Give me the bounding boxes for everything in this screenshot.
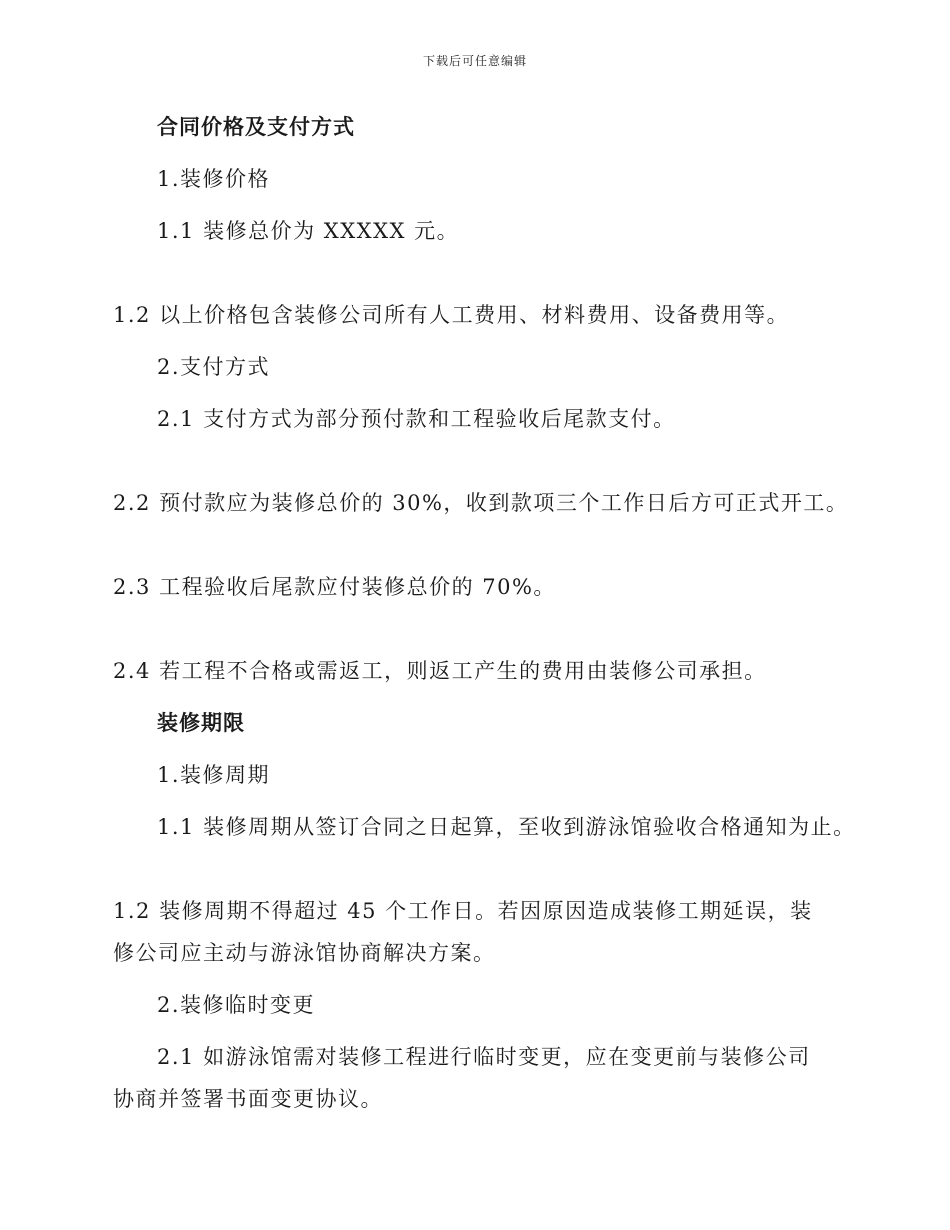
section-title-period: 装修期限	[157, 710, 245, 735]
clause-payment-2-1: 2.1 支付方式为部分预付款和工程验收后尾款支付。	[157, 407, 676, 431]
page-header: 下载后可任意编辑	[422, 54, 527, 68]
clause-payment-2-4: 2.4 若工程不合格或需返工，则返工产生的费用由装修公司承担。	[113, 659, 767, 683]
clause-payment-2-2: 2.2 预付款应为装修总价的 30%，收到款项三个工作日后方可正式开工。	[113, 491, 849, 515]
change-heading: 2.装修临时变更	[157, 993, 316, 1017]
price-heading: 1.装修价格	[157, 167, 271, 191]
clause-change-2-1: 2.1 如游泳馆需对装修工程进行临时变更，应在变更前与装修公司协商并签署书面变更协议。	[113, 1045, 811, 1111]
section-title-price-payment: 合同价格及支付方式	[157, 114, 355, 139]
clause-period-1-1: 1.1 装修周期从签订合同之日起算，至收到游泳馆验收合格通知为止。	[157, 815, 856, 839]
payment-heading: 2.支付方式	[157, 355, 271, 379]
period-heading: 1.装修周期	[157, 763, 271, 787]
clause-price-1-2: 1.2 以上价格包含装修公司所有人工费用、材料费用、设备费用等。	[113, 303, 790, 327]
clause-period-1-2: 1.2 装修周期不得超过 45 个工作日。若因原因造成装修工期延误，装修公司应主动与游泳馆协商解决方案。	[113, 899, 813, 965]
clause-payment-2-3: 2.3 工程验收后尾款应付装修总价的 70%。	[113, 575, 556, 599]
clause-price-1-1: 1.1 装修总价为 XXXXX 元。	[157, 219, 460, 243]
